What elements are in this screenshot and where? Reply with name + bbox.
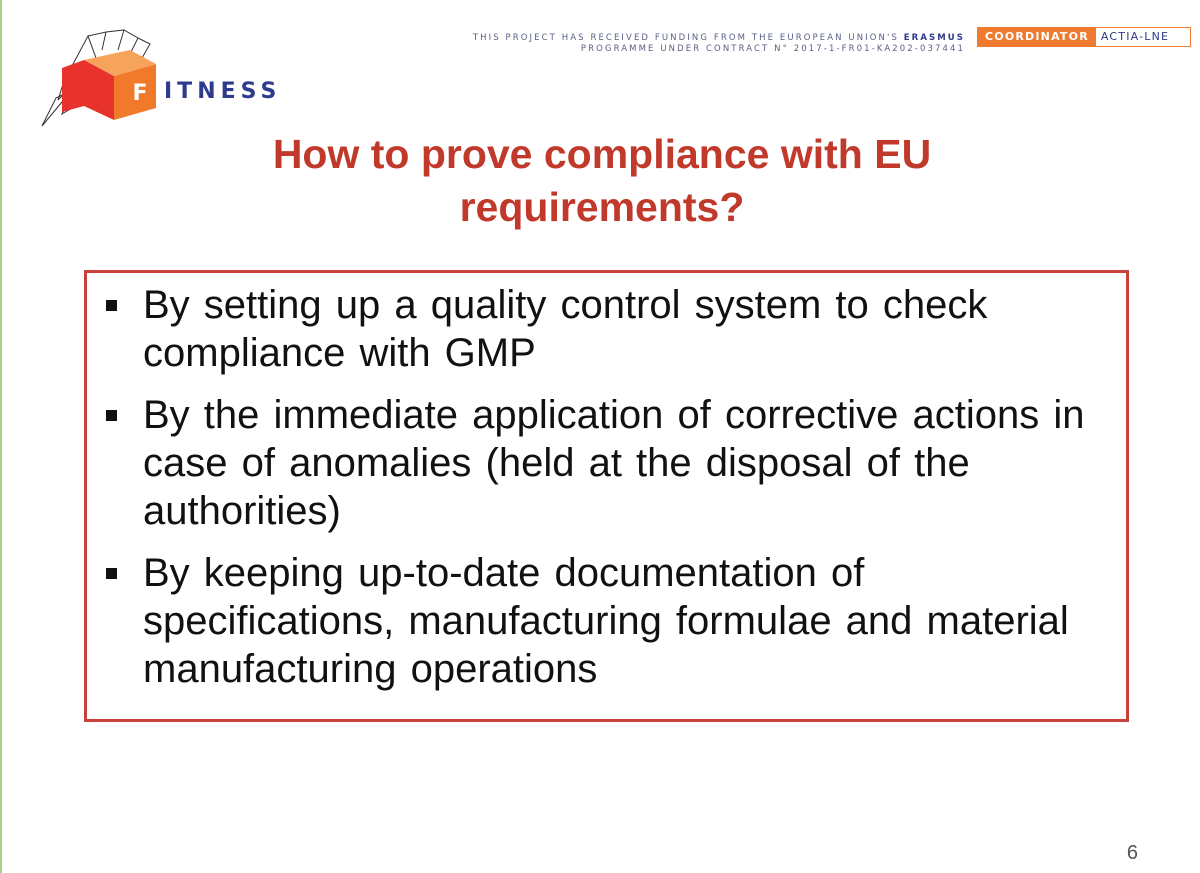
slide-title: How to prove compliance with EU requirements? xyxy=(272,131,932,230)
bullet-item xyxy=(103,281,1086,377)
bullet-list xyxy=(103,281,1086,693)
content-box xyxy=(84,270,1129,722)
logo-letter-f: F xyxy=(132,81,148,106)
bullet-item xyxy=(103,549,1086,693)
funding-line-1 xyxy=(405,33,965,44)
square-bullet-icon xyxy=(106,568,117,579)
fitness-logo xyxy=(38,28,282,130)
funding-line-2: PROGRAMME UNDER CONTRACT N° 2017-1-FR01-KA202-037441 xyxy=(580,44,965,54)
bullet-text: By setting up a quality control system to check compliance with GMP xyxy=(143,283,988,375)
page-number: 6 xyxy=(1126,842,1138,864)
bullet-text: By keeping up-to-date documentation of specifications, manufacturing formulae and material manufacturing operations xyxy=(143,551,1069,691)
square-bullet-icon xyxy=(106,300,117,311)
funding-text: THIS PROJECT HAS RECEIVED FUNDING FROM THE EUROPEAN UNION'S xyxy=(472,33,899,43)
bullet-text: By the immediate application of corrective actions in case of anomalies (held at the disposal of the authorities) xyxy=(143,393,1085,533)
logo-wordmark: ITNESS xyxy=(164,79,282,104)
coordinator-label: COORDINATOR xyxy=(978,28,1096,46)
coordinator-badge xyxy=(977,27,1191,47)
coordinator-name: ACTIA-LNE xyxy=(1100,30,1170,43)
erasmus-label: ERASMUS xyxy=(903,33,965,43)
bullet-item xyxy=(103,391,1086,535)
funding-notice xyxy=(405,33,965,55)
square-bullet-icon xyxy=(106,410,117,421)
